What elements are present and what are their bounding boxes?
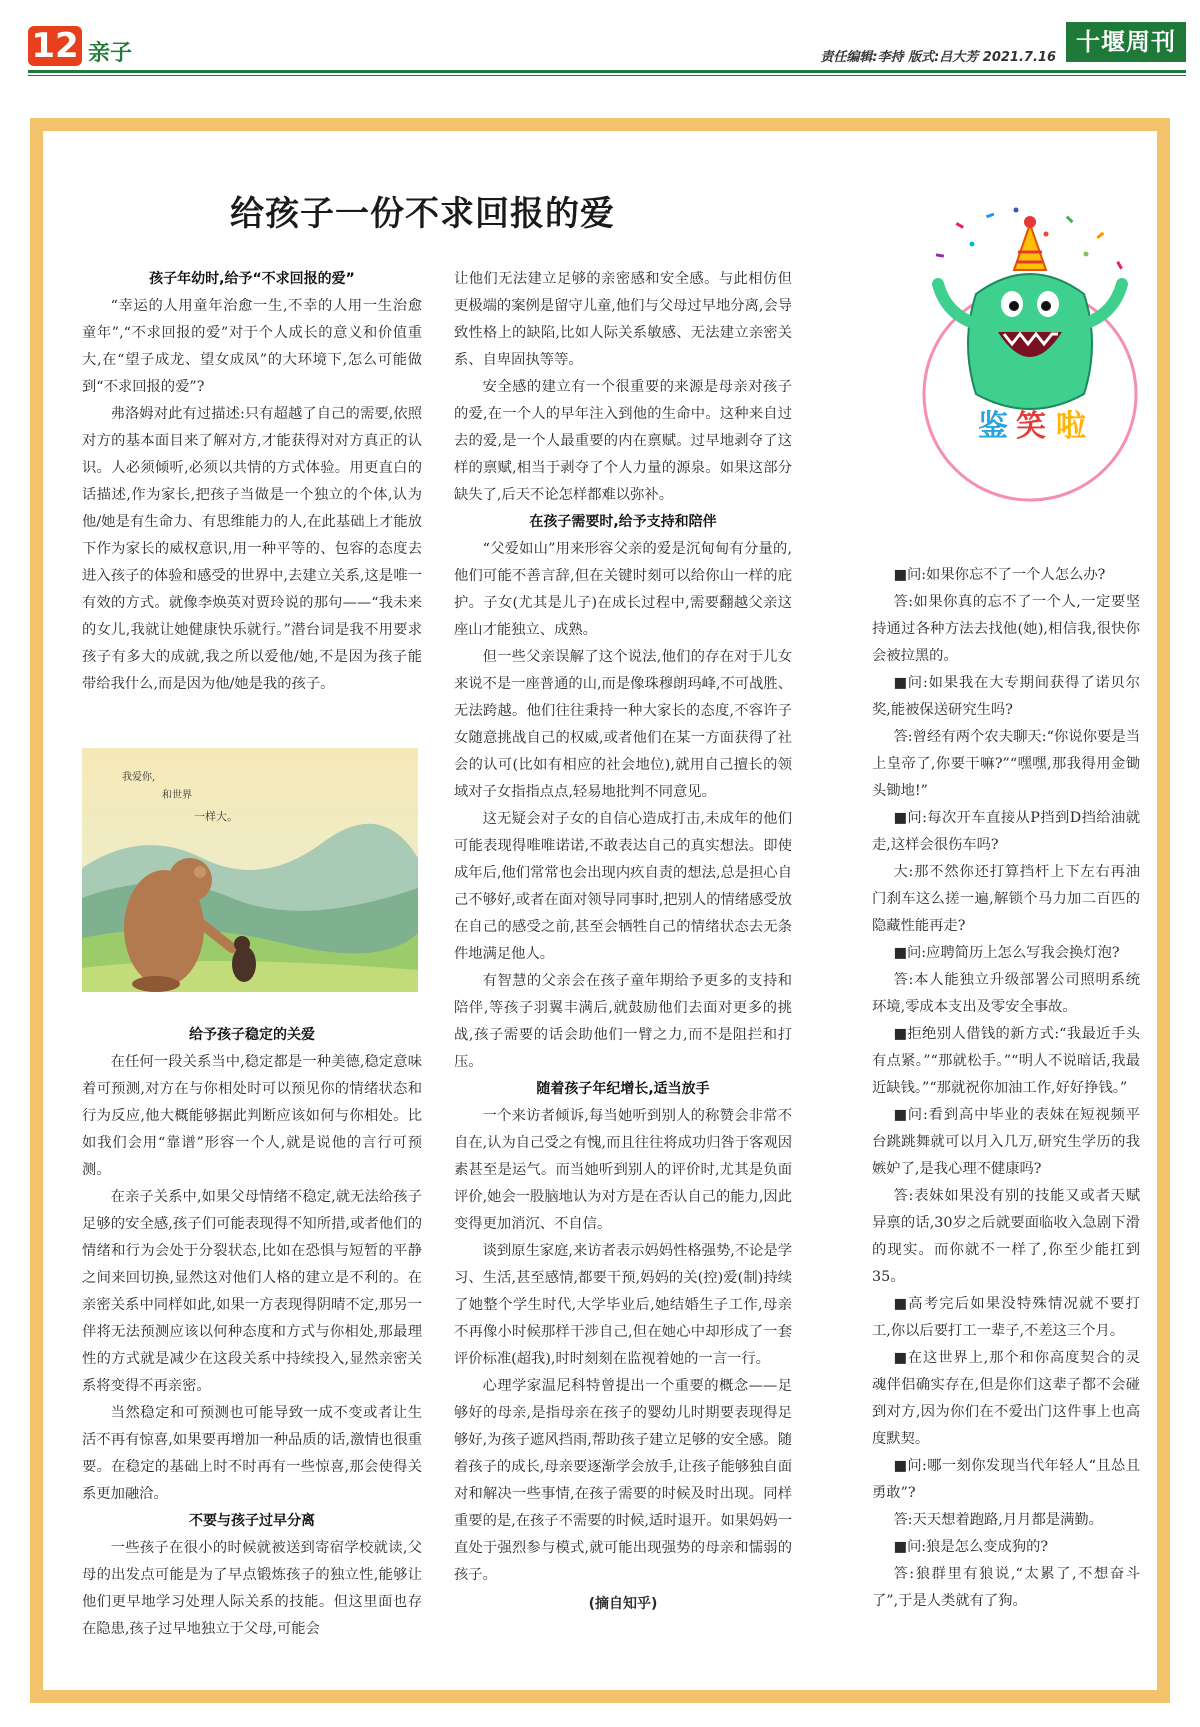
joke-item: ■问:如果你忘不了一个人怎么办? [893, 567, 1106, 583]
paragraph: 安全感的建立有一个很重要的来源是母亲对孩子的爱,在一个人的早年注入到他的生命中。这种来自过去的爱,是一个人最重要的内在禀赋。过早地剥夺了这样的禀赋,相当于剥夺了个人力量的源泉。如果这部分缺失了,后天不论怎样都难以弥补。 [454, 379, 792, 503]
paragraph: 当然稳定和可预测也可能导致一成不变或者让生活不再有惊喜,如果要再增加一种品质的话,激情也很重要。在稳定的基础上时不时再有一些惊喜,那会使得关系更加融洽。 [82, 1405, 422, 1502]
badge-char-2: 笑 [1016, 409, 1046, 444]
article-column-1-lower [82, 1022, 422, 1643]
section-name: 亲子 [88, 41, 133, 66]
subheading: 孩子年幼时,给予“不求回报的爱” [149, 271, 355, 287]
joke-item: ■问:每次开车直接从P挡到D挡给油就走,这样会很伤车吗? [872, 810, 1140, 853]
paragraph: 但一些父亲误解了这个说法,他们的存在对于儿女来说不是一座普通的山,而是像珠穆朗玛峰,不可战胜、无法跨越。他们往往秉持一种大家长的态度,不容许子女随意挑战自己的权威,或者他们在某一方面获得了社会的认可(比如有相应的社会地位),就用自己擅长的领域对子女指指点点,轻易地批判不同意见。 [454, 649, 792, 800]
paragraph: 让他们无法建立足够的亲密感和安全感。与此相仿但更极端的案例是留守儿童,他们与父母过早地分离,会导致性格上的缺陷,比如人际关系敏感、无法建立亲密关系、自卑固执等等。 [454, 271, 792, 368]
paragraph: 弗洛姆对此有过描述:只有超越了自己的需要,依照对方的基本面目来了解对方,才能获得对对方真正的认识。人必须倾听,必须以共情的方式体验。用更直白的话描述,作为家长,把孩子当做是一个独立的个体,认为他/她是有生命力、有思维能力的人,在此基础上才能放下作为家长的威权意识,用一种平等的、包容的态度去进入孩子的体验和感受的世界中,去建立关系,这是唯一有效的方式。就像李焕英对贾玲说的那句——“我未来的女儿,我就让她健康快乐就行。”潜台词是我不用要求孩子有多大的成就,我之所以爱他/她,不是因为孩子能带给我什么,而是因为他/她是我的孩子。 [82, 406, 422, 692]
subheading: 给予孩子稳定的关爱 [189, 1027, 315, 1043]
paragraph: “幸运的人用童年治愈一生,不幸的人用一生治愈童年”,“不求回报的爱”对于个人成长的意义和价值重大,在“望子成龙、望女成凤”的大环境下,怎么可能做到“不求回报的爱”? [82, 298, 422, 395]
joke-item: ■问:哪一刻你发现当代年轻人“且怂且勇敢”? [872, 1458, 1140, 1501]
joke-badge-illustration [916, 204, 1144, 504]
joke-item: 答:曾经有两个农夫聊天:“你说你要是当上皇帝了,你要干嘛?”“嘿嘿,那我得用金锄头锄地!” [872, 729, 1140, 799]
joke-item: 答:如果你真的忘不了一个人,一定要坚持通过各种方法去找他(她),相信我,很快你会被拉黑的。 [872, 594, 1140, 664]
joke-item: ■问:如果我在大专期间获得了诺贝尔奖,能被保送研究生吗? [872, 675, 1140, 718]
source-credit: (摘自知乎) [588, 1596, 658, 1612]
joke-item: ■问:狼是怎么变成狗的? [893, 1539, 1049, 1555]
paragraph: 谈到原生家庭,来访者表示妈妈性格强势,不论是学习、生活,甚至感情,都要干预,妈妈的关(控)爱(制)持续了她整个学生时代,大学毕业后,她结婚生子工作,母亲不再像小时候那样干涉自己,但在她心中却形成了一套评价标准(超我),时时刻刻在监视着她的一言一行。 [454, 1243, 792, 1367]
header-rule-thin [28, 75, 1186, 76]
jokes-column [872, 562, 1140, 1615]
header-rule [28, 70, 1186, 73]
paragraph: 心理学家温尼科特曾提出一个重要的概念——足够好的母亲,是指母亲在孩子的婴幼儿时期要表现得足够好,为孩子遮风挡雨,帮助孩子建立足够的安全感。随着孩子的成长,母亲要逐渐学会放手,让孩子能够独自面对和解决一些事情,在孩子需要的时候及时出现。同样重要的是,在孩子不需要的时候,适时退开。如果妈妈一直处于强烈参与模式,就可能出现强势的母亲和懦弱的孩子。 [454, 1378, 792, 1583]
paragraph: 这无疑会对子女的自信心造成打击,未成年的他们可能表现得唯唯诺诺,不敢表达自己的真实想法。即使成年后,他们常常也会出现内疚自责的想法,总是担心自己不够好,或者在面对领导同事时,把别人的情绪感受放在自己的感受之前,甚至会牺牲自己的情绪状态去无条件地满足他人。 [454, 811, 792, 962]
paragraph: 一个来访者倾诉,每当她听到别人的称赞会非常不自在,认为自己受之有愧,而且往往将成功归咎于客观因素甚至是运气。而当她听到别人的评价时,尤其是负面评价,她会一股脑地认为对方是在否认自己的能力,因此变得更加消沉、不自信。 [454, 1108, 792, 1232]
illustration-text-2: 和世界 [162, 790, 192, 801]
paragraph: 在任何一段关系当中,稳定都是一种美德,稳定意味着可预测,对方在与你相处时可以预见你的情绪状态和行为反应,他大概能够据此判断应该如何与你相处。比如我们会用“靠谱”形容一个人,就是说他的言行可预测。 [82, 1054, 422, 1178]
paragraph: 一些孩子在很小的时候就被送到寄宿学校就读,父母的出发点可能是为了早点锻炼孩子的独立性,能够让他们更早地学习处理人际关系的技能。但这里面也存在隐患,孩子过早地独立于父母,可能会 [82, 1540, 422, 1637]
joke-item: ■问:应聘简历上怎么写我会换灯泡? [893, 945, 1120, 961]
joke-item: 答:狼群里有狼说,“太累了,不想奋斗了”,于是人类就有了狗。 [872, 1566, 1140, 1609]
article-column-2 [454, 266, 792, 1619]
joke-item: 大:那不然你还打算挡杆上下左右再油门刹车这么搓一遍,解锁个马力加二百匹的隐藏性能再走? [872, 864, 1140, 934]
paragraph: 有智慧的父亲会在孩子童年期给予更多的支持和陪伴,等孩子羽翼丰满后,就鼓励他们去面对更多的挑战,孩子需要的话会助他们一臂之力,而不是阻拦和打压。 [454, 973, 792, 1070]
page-number: 12 [28, 26, 82, 66]
subheading: 随着孩子年纪增长,适当放手 [536, 1081, 710, 1097]
page-header [28, 22, 1186, 70]
joke-item: 答:本人能独立升级部署公司照明系统环境,零成本支出及零安全事故。 [872, 972, 1140, 1015]
badge-char-3: 啦 [1056, 409, 1086, 444]
subheading: 不要与孩子过早分离 [189, 1513, 315, 1529]
joke-item: 答:天天想着跑路,月月都是满勤。 [893, 1512, 1103, 1528]
illustration-text-1: 我爱你, [122, 772, 156, 783]
joke-item: ■问:看到高中毕业的表妹在短视频平台跳跳舞就可以月入几万,研究生学历的我嫉妒了,是我心理不健康吗? [872, 1107, 1140, 1177]
paragraph: “父爱如山”用来形容父亲的爱是沉甸甸有分量的,他们可能不善言辞,但在关键时刻可以给你山一样的庇护。子女(尤其是儿子)在成长过程中,需要翻越父亲这座山才能独立、成熟。 [454, 541, 792, 638]
article-title: 给孩子一份不求回报的爱 [230, 194, 615, 234]
joke-item: ■在这世界上,那个和你高度契合的灵魂伴侣确实存在,但是你们这辈子都不会碰到对方,因为你们在不爱出门这件事上也高度默契。 [872, 1350, 1140, 1447]
bear-illustration [82, 748, 418, 992]
brand-logo: 十堰周刊 [1066, 22, 1186, 62]
badge-char-1: 鉴 [978, 409, 1008, 444]
editor-credits: 责任编辑:李持 版式:吕大芳 2021.7.16 [820, 50, 1056, 65]
joke-item: ■拒绝别人借钱的新方式:“我最近手头有点紧。”“那就松手。”“明人不说暗话,我最近缺钱。”“那就祝你加油工作,好好挣钱。” [872, 1026, 1140, 1096]
joke-item: ■高考完后如果没特殊情况就不要打工,你以后要打工一辈子,不差这三个月。 [872, 1296, 1140, 1339]
paragraph: 在亲子关系中,如果父母情绪不稳定,就无法给孩子足够的安全感,孩子们可能表现得不知所措,或者他们的情绪和行为会处于分裂状态,比如在恐惧与短暂的平静之间来回切换,显然这对他们人格的建立是不利的。在亲密关系中同样如此,如果一方表现得阴晴不定,那另一伴将无法预测应该以何种态度和方式与你相处,那最理性的方式就是减少在这段关系中持续投入,显然亲密关系将变得不再亲密。 [82, 1189, 422, 1394]
joke-item: 答:表妹如果没有别的技能又或者天赋异禀的话,30岁之后就要面临收入急剧下滑的现实。而你就不一样了,你至少能扛到35。 [872, 1188, 1140, 1285]
article-column-1 [82, 266, 422, 698]
subheading: 在孩子需要时,给予支持和陪伴 [529, 514, 717, 530]
illustration-text-3: 一样大。 [194, 810, 238, 823]
